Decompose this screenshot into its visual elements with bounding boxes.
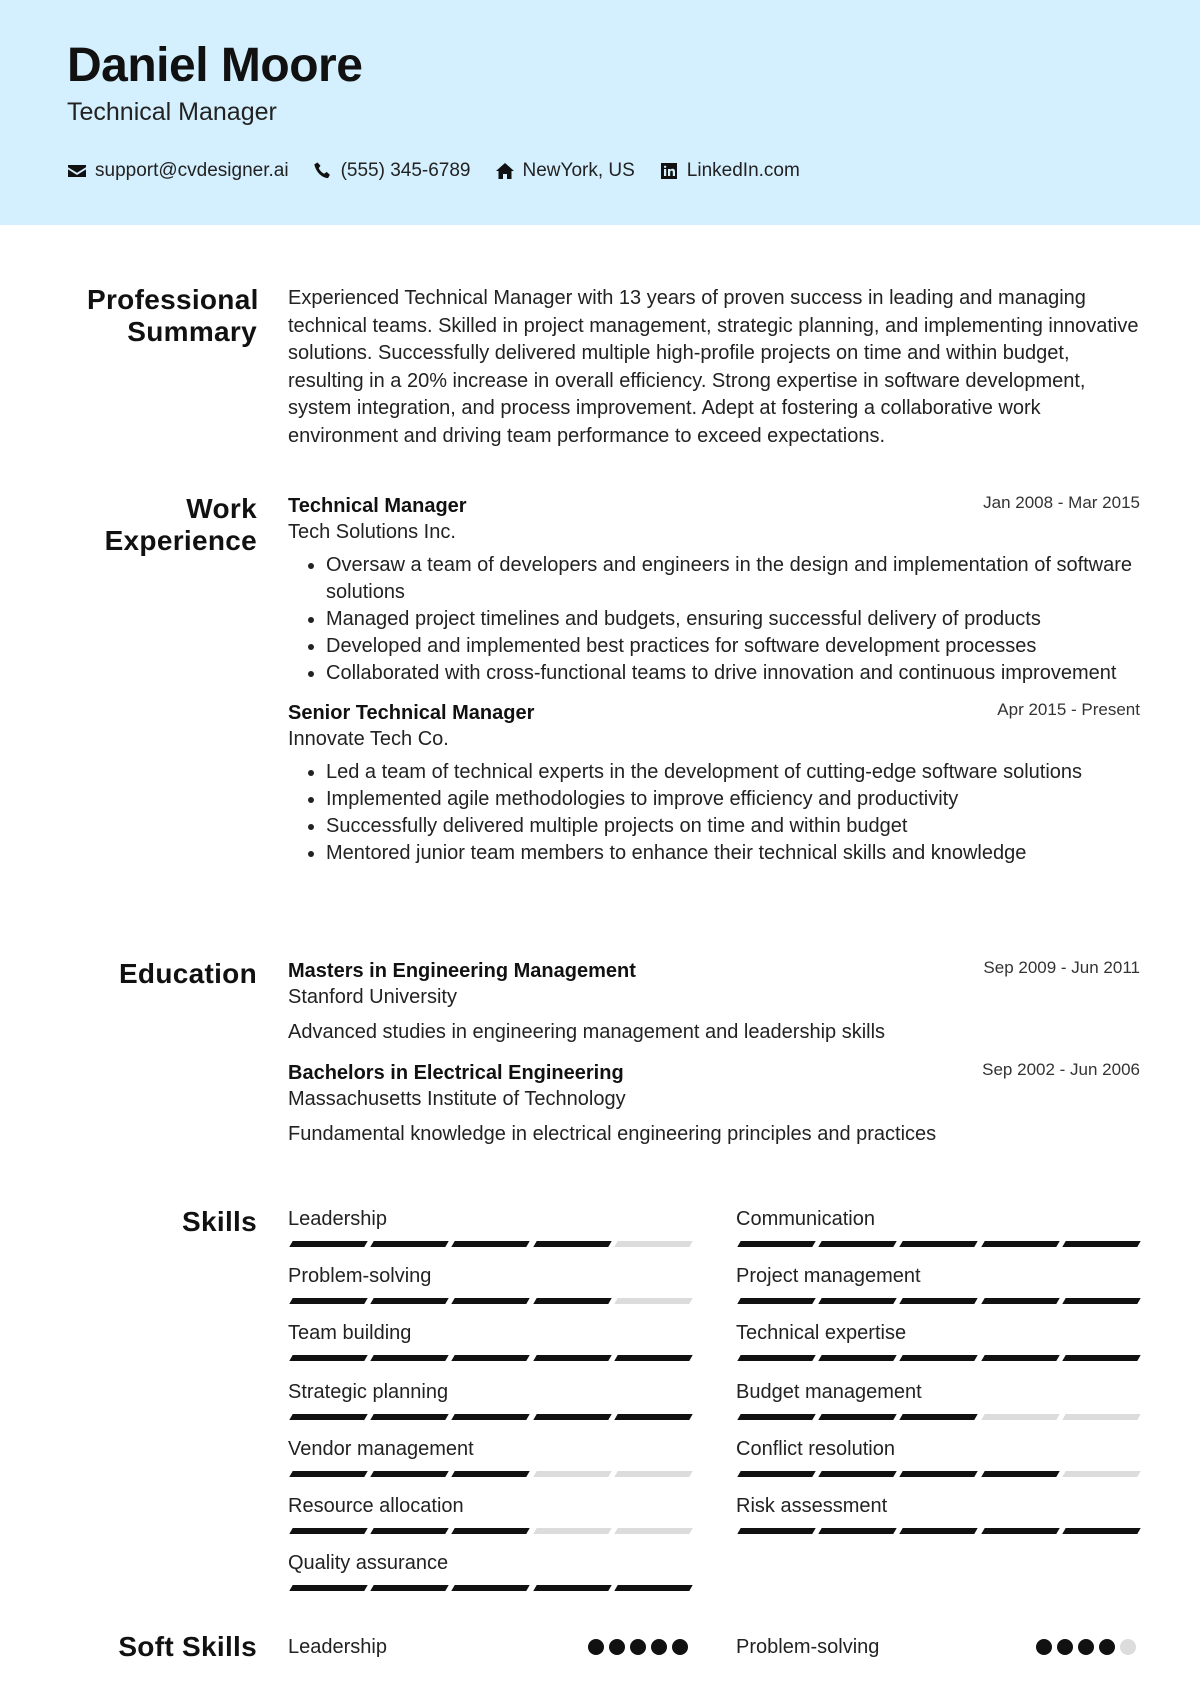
skill-segment-filled <box>452 1241 531 1247</box>
skill-segment-empty <box>614 1528 693 1534</box>
education-entry <box>288 1060 1140 1148</box>
skill-item <box>736 1379 1136 1435</box>
education-description: Fundamental knowledge in electrical engineering principles and practices <box>288 1123 937 1145</box>
skill-name: Vendor management <box>288 1438 474 1460</box>
skill-name: Conflict resolution <box>736 1438 895 1460</box>
skill-segment-empty <box>533 1471 612 1477</box>
job-bullet: • Collaborated with cross-functional teams to drive innovation and continuous improvement <box>326 660 1140 687</box>
skill-segment-filled <box>452 1414 531 1420</box>
skill-level-bar <box>288 1414 688 1420</box>
skill-segment-filled <box>289 1414 368 1420</box>
envelope-icon <box>67 161 87 181</box>
skill-name: Problem-solving <box>288 1265 432 1287</box>
skill-level-bar <box>288 1241 688 1247</box>
school-name: Massachusetts Institute of Technology <box>288 1088 626 1110</box>
skill-name: Leadership <box>288 1208 387 1230</box>
skill-segment-filled <box>900 1471 979 1477</box>
skill-segment-filled <box>533 1585 612 1591</box>
job-company: Innovate Tech Co. <box>288 728 449 750</box>
skill-segment-filled <box>289 1298 368 1304</box>
skill-segment-filled <box>289 1471 368 1477</box>
skill-segment-filled <box>289 1241 368 1247</box>
degree-title: Masters in Engineering Management <box>288 960 636 982</box>
job-bullet: • Implemented agile methodologies to improve efficiency and productivity <box>326 786 1140 813</box>
skill-segment-empty <box>981 1414 1060 1420</box>
skill-segment-filled <box>614 1585 693 1591</box>
skill-level-bar <box>288 1355 688 1361</box>
skill-segment-filled <box>818 1241 897 1247</box>
skill-segment-filled <box>818 1355 897 1361</box>
skill-segment-filled <box>370 1471 449 1477</box>
skill-level-bar <box>736 1355 1136 1361</box>
skill-segment-filled <box>533 1298 612 1304</box>
contact-location <box>495 160 635 182</box>
rating-dot-empty <box>1120 1639 1136 1655</box>
education-dates: Sep 2009 - Jun 2011 <box>983 958 1140 977</box>
experience-list <box>288 493 1140 867</box>
job-bullet: • Mentored junior team members to enhance their technical skills and knowledge <box>326 840 1140 867</box>
skill-name: Resource allocation <box>288 1495 464 1517</box>
skill-segment-filled <box>370 1355 449 1361</box>
skill-level-bar <box>736 1471 1136 1477</box>
education-list <box>288 958 1140 1148</box>
job-title: Senior Technical Manager <box>288 702 535 724</box>
skill-segment-empty <box>614 1241 693 1247</box>
rating-dot-filled <box>1036 1639 1052 1655</box>
skills-section <box>0 1206 1200 1606</box>
skill-segment-filled <box>289 1528 368 1534</box>
job-company: Tech Solutions Inc. <box>288 521 456 543</box>
skill-item <box>288 1206 688 1262</box>
skill-name: Project management <box>736 1265 921 1287</box>
resume-header <box>0 0 1200 225</box>
skill-item <box>288 1436 688 1492</box>
skill-segment-filled <box>737 1298 816 1304</box>
contact-phone[interactable] <box>313 160 471 182</box>
job-bullet: • Oversaw a team of developers and engineers in the design and implementation of software solutions <box>326 552 1140 606</box>
skill-segment-filled <box>1062 1355 1141 1361</box>
skill-segment-filled <box>370 1414 449 1420</box>
skill-segment-filled <box>737 1414 816 1420</box>
skill-name: Risk assessment <box>736 1495 888 1517</box>
skill-level-bar <box>736 1414 1136 1420</box>
skill-item <box>288 1320 688 1376</box>
skill-segment-filled <box>737 1528 816 1534</box>
skill-segment-filled <box>289 1585 368 1591</box>
skill-segment-filled <box>818 1528 897 1534</box>
skill-segment-filled <box>981 1471 1060 1477</box>
skill-segment-filled <box>900 1528 979 1534</box>
skill-name: Communication <box>736 1208 875 1230</box>
soft-skills-grid <box>288 1634 1140 1668</box>
skill-segment-filled <box>614 1414 693 1420</box>
rating-dot-filled <box>672 1639 688 1655</box>
skill-segment-filled <box>289 1355 368 1361</box>
rating-dot-filled <box>651 1639 667 1655</box>
contact-email-text: support@cvdesigner.ai <box>95 160 289 181</box>
job-title: Technical Manager <box>288 495 467 517</box>
skill-segment-filled <box>452 1585 531 1591</box>
skill-segment-filled <box>533 1241 612 1247</box>
skill-segment-filled <box>900 1241 979 1247</box>
contact-bar <box>67 160 824 182</box>
job-entry <box>288 700 1140 867</box>
skill-segment-filled <box>981 1241 1060 1247</box>
skill-segment-filled <box>452 1528 531 1534</box>
job-bullets <box>288 552 1140 687</box>
job-dates: Jan 2008 - Mar 2015 <box>983 493 1140 512</box>
skill-level-bar <box>288 1471 688 1477</box>
skill-segment-filled <box>900 1298 979 1304</box>
skill-segment-filled <box>1062 1241 1141 1247</box>
skill-name: Quality assurance <box>288 1552 449 1574</box>
job-bullet: • Led a team of technical experts in the development of cutting-edge software solutions <box>326 759 1140 786</box>
contact-linkedin-text: LinkedIn.com <box>686 160 800 181</box>
rating-dot-filled <box>1078 1639 1094 1655</box>
skill-segment-filled <box>370 1298 449 1304</box>
skill-item <box>288 1550 688 1606</box>
experience-heading: Work Experience <box>104 493 257 556</box>
contact-location-text: NewYork, US <box>522 160 635 181</box>
skill-segment-filled <box>981 1528 1060 1534</box>
skill-segment-filled <box>818 1298 897 1304</box>
rating-dot-filled <box>630 1639 646 1655</box>
skill-segment-filled <box>737 1471 816 1477</box>
skill-item <box>736 1493 1136 1549</box>
contact-linkedin[interactable] <box>659 160 800 182</box>
skill-segment-filled <box>452 1471 531 1477</box>
skill-item <box>736 1436 1136 1492</box>
skill-segment-filled <box>900 1414 979 1420</box>
skill-segment-filled <box>452 1355 531 1361</box>
skills-heading: Skills <box>182 1206 257 1237</box>
rating-dot-filled <box>1099 1639 1115 1655</box>
skill-level-bar <box>736 1298 1136 1304</box>
linkedin-icon <box>659 161 679 181</box>
skill-segment-filled <box>737 1355 816 1361</box>
skill-segment-filled <box>818 1471 897 1477</box>
skill-segment-filled <box>1062 1528 1141 1534</box>
skill-name: Technical expertise <box>736 1322 907 1344</box>
skill-segment-filled <box>614 1355 693 1361</box>
skill-segment-empty <box>1062 1414 1141 1420</box>
skill-level-bar <box>288 1298 688 1304</box>
skill-segment-filled <box>900 1355 979 1361</box>
job-dates: Apr 2015 - Present <box>997 700 1140 719</box>
skill-segment-filled <box>737 1241 816 1247</box>
skill-name: Team building <box>288 1322 412 1344</box>
education-dates: Sep 2002 - Jun 2006 <box>982 1060 1140 1079</box>
summary-heading: Professional Summary <box>87 284 259 347</box>
school-name: Stanford University <box>288 986 457 1008</box>
skill-item <box>288 1379 688 1435</box>
degree-title: Bachelors in Electrical Engineering <box>288 1062 624 1084</box>
skill-level-bar <box>288 1585 688 1591</box>
skill-segment-filled <box>452 1298 531 1304</box>
skill-item <box>736 1320 1136 1376</box>
job-bullet: • Successfully delivered multiple projects on time and within budget <box>326 813 1140 840</box>
skill-level-bar <box>288 1528 688 1534</box>
skill-segment-filled <box>370 1241 449 1247</box>
rating-dot-filled <box>588 1639 604 1655</box>
skill-name: Strategic planning <box>288 1381 449 1403</box>
education-entry <box>288 958 1140 1046</box>
skill-item <box>736 1263 1136 1319</box>
skill-segment-filled <box>1062 1298 1141 1304</box>
skill-item <box>288 1493 688 1549</box>
skill-level-bar <box>736 1241 1136 1247</box>
education-description: Advanced studies in engineering management and leadership skills <box>288 1021 886 1043</box>
skill-segment-filled <box>533 1414 612 1420</box>
job-bullet: • Managed project timelines and budgets, ensuring successful delivery of products <box>326 606 1140 633</box>
skill-segment-empty <box>614 1471 693 1477</box>
candidate-title: Technical Manager <box>67 98 277 126</box>
skill-segment-empty <box>533 1528 612 1534</box>
phone-icon <box>313 161 333 181</box>
skill-name: Budget management <box>736 1381 922 1403</box>
soft-skill-name: Leadership <box>288 1636 387 1658</box>
skill-segment-filled <box>370 1585 449 1591</box>
soft-skill-item <box>736 1634 1136 1664</box>
skill-item <box>736 1206 1136 1262</box>
candidate-name: Daniel Moore <box>67 39 363 92</box>
skill-segment-filled <box>981 1298 1060 1304</box>
rating-dot-filled <box>609 1639 625 1655</box>
contact-phone-text: (555) 345-6789 <box>340 160 471 181</box>
rating-dot-filled <box>1057 1639 1073 1655</box>
education-heading: Education <box>118 958 257 989</box>
soft-skill-item <box>288 1634 688 1664</box>
job-entry <box>288 493 1140 687</box>
skill-segment-filled <box>370 1528 449 1534</box>
skill-segment-filled <box>818 1414 897 1420</box>
job-bullets <box>288 759 1140 867</box>
skill-segment-empty <box>1062 1471 1141 1477</box>
skill-item <box>288 1263 688 1319</box>
skill-segment-filled <box>981 1355 1060 1361</box>
home-icon <box>495 161 515 181</box>
summary-text: Experienced Technical Manager with 13 years of proven success in leading and managing technical teams. Skilled in project management, strategic planning, and implementing innovative solutions. Successfully delivered multiple high-profile projects on time and within budget, resulting in a 20% increase in overall efficiency. Strong expertise in software development, system integration, and process improvement. Adept at fostering a collaborative work environment and driving team performance to exceed expectations. <box>288 287 1139 447</box>
soft-skill-name: Problem-solving <box>736 1636 880 1658</box>
soft-skills-heading: Soft Skills <box>118 1631 257 1662</box>
contact-email[interactable] <box>67 160 289 182</box>
skill-level-bar <box>736 1528 1136 1534</box>
soft-skill-rating <box>583 1639 688 1655</box>
skill-segment-empty <box>614 1298 693 1304</box>
job-bullet: • Developed and implemented best practices for software development processes <box>326 633 1140 660</box>
soft-skill-rating <box>1031 1639 1136 1655</box>
skill-segment-filled <box>533 1355 612 1361</box>
skills-grid <box>288 1206 1140 1606</box>
